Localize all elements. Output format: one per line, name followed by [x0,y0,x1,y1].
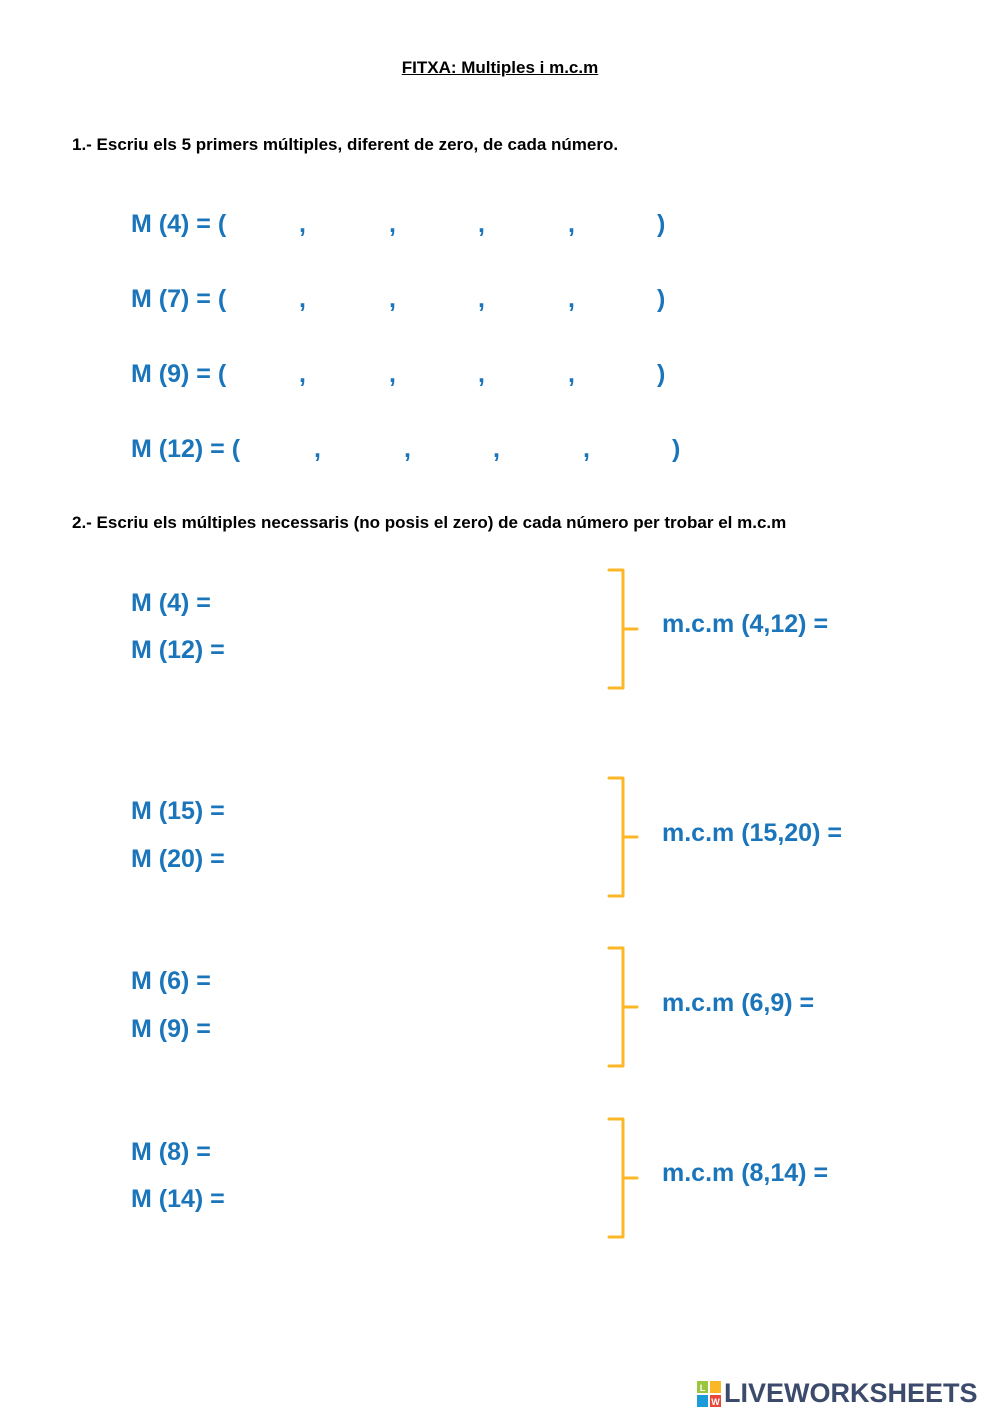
multiples-line: M (8) = [131,1138,211,1166]
comma-separator: , [389,360,396,388]
comma-separator: , [299,285,306,313]
lcm-label: m.c.m (4,12) = [662,610,829,638]
comma-separator: , [478,285,485,313]
close-parenthesis: ) [657,285,666,313]
comma-separator: , [404,435,411,463]
comma-separator: , [389,210,396,238]
curly-bracket-icon [606,1117,640,1239]
comma-separator: , [568,210,575,238]
multiples-row [131,210,831,244]
multiples-label: M (7) = ( [131,285,227,313]
comma-separator: , [568,360,575,388]
multiples-line: M (12) = [131,636,225,664]
curly-bracket-icon [606,946,640,1068]
multiples-line: M (20) = [131,845,225,873]
close-parenthesis: ) [657,210,666,238]
comma-separator: , [389,285,396,313]
exercise2-instruction: 2.- Escriu els múltiples necessaris (no posis el zero) de cada número per trobar el m.c.m [72,513,787,532]
logo-wordmark: LIVEWORKSHEETS [724,1378,978,1408]
comma-separator: , [314,435,321,463]
badge-letter: L [699,1383,706,1393]
multiples-line: M (4) = [131,589,211,617]
multiples-label: M (9) = ( [131,360,227,388]
worksheet-title: FITXA: Multiples i m.c.m [401,58,599,77]
exercise1-instruction: 1.- Escriu els 5 primers múltiples, diferent de zero, de cada número. [72,135,619,154]
close-parenthesis: ) [672,435,681,463]
comma-separator: , [583,435,590,463]
curly-bracket-icon [606,568,640,690]
multiples-line: M (6) = [131,967,211,995]
comma-separator: , [568,285,575,313]
badge-letter: W [711,1397,720,1407]
multiples-row [131,435,831,469]
multiples-label: M (4) = ( [131,210,227,238]
lcm-label: m.c.m (8,14) = [662,1159,829,1187]
multiples-row [131,285,831,319]
multiples-label: M (12) = ( [131,435,241,463]
lcm-label: m.c.m (6,9) = [662,989,815,1017]
comma-separator: , [299,210,306,238]
multiples-line: M (15) = [131,797,225,825]
close-parenthesis: ) [657,360,666,388]
comma-separator: , [478,360,485,388]
comma-separator: , [299,360,306,388]
multiples-line: M (14) = [131,1185,225,1213]
curly-bracket-icon [606,776,640,898]
multiples-row [131,360,831,394]
liveworksheets-badge-icon [697,1381,721,1407]
comma-separator: , [493,435,500,463]
comma-separator: , [478,210,485,238]
multiples-line: M (9) = [131,1015,211,1043]
liveworksheets-logo [697,1378,997,1412]
lcm-label: m.c.m (15,20) = [662,819,842,847]
